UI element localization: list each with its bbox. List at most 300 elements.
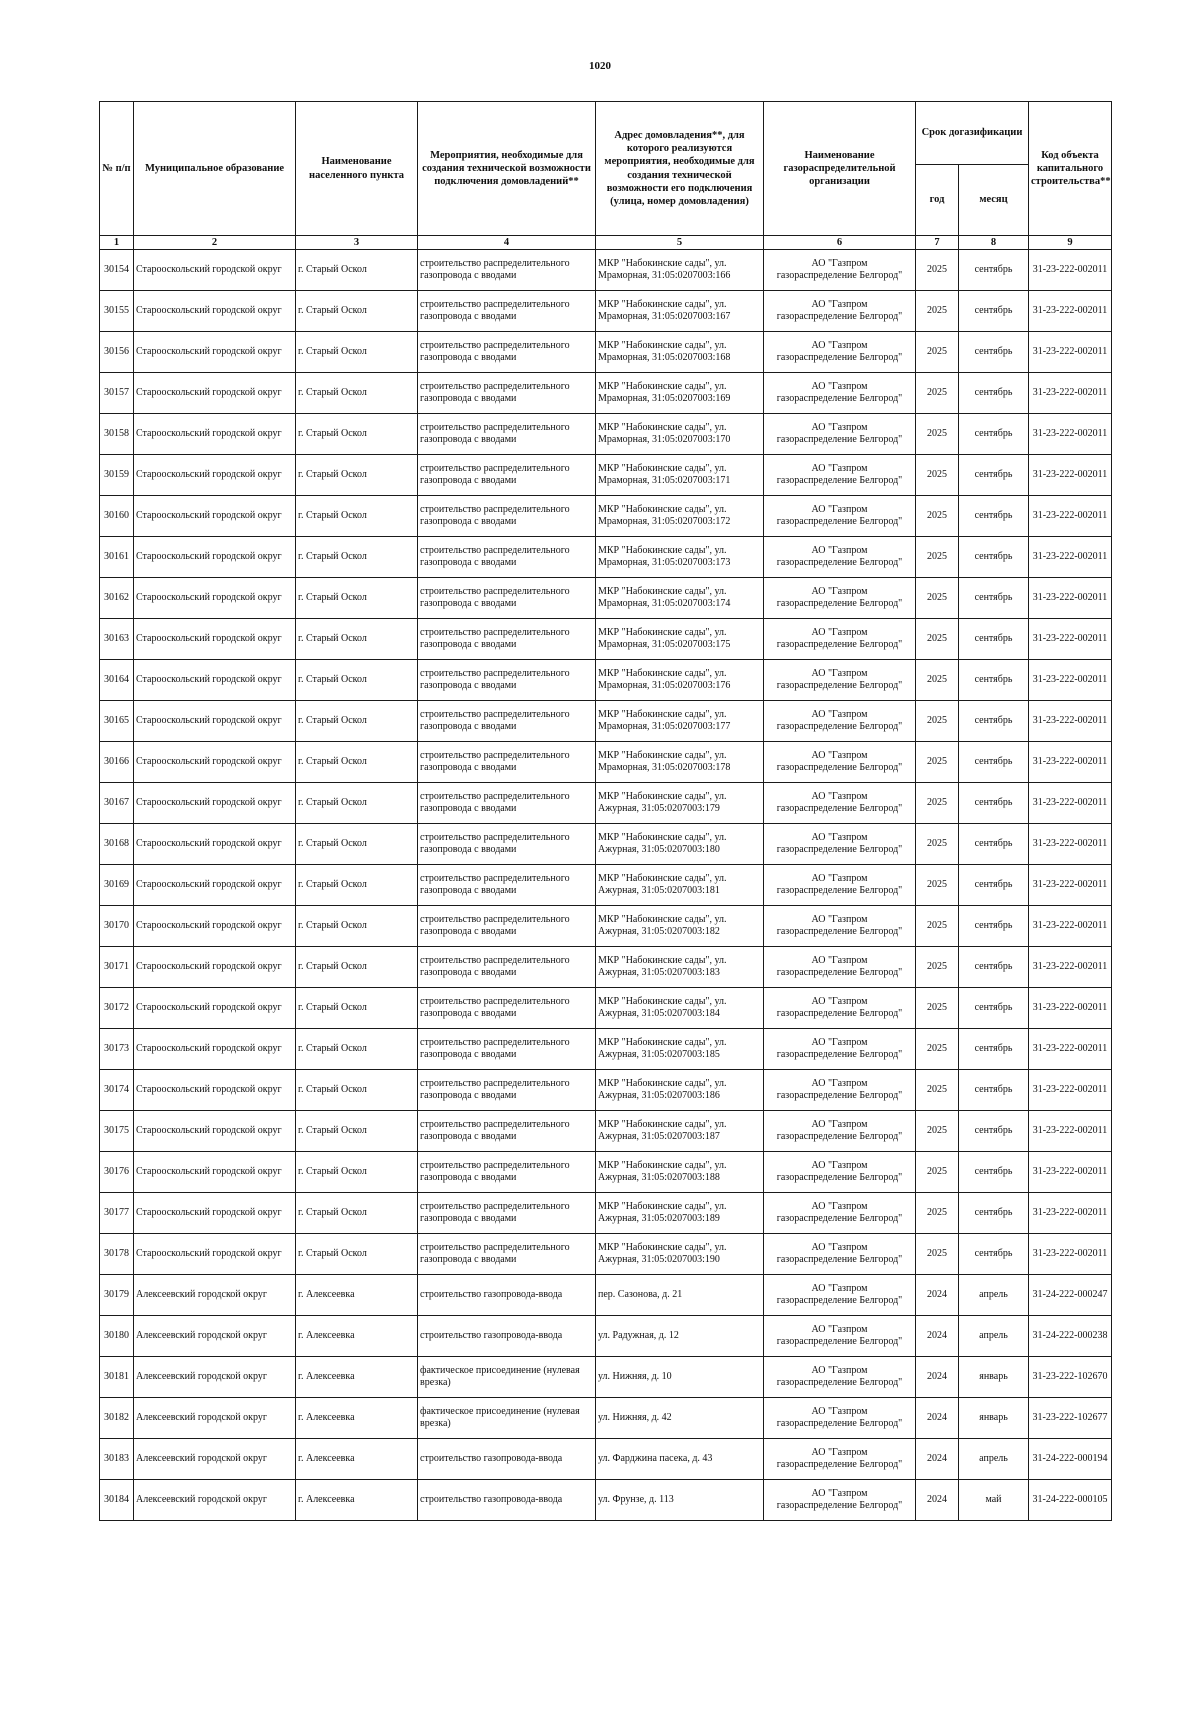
object-code-cell: 31-23-222-002011 [1029,865,1112,906]
organization-cell [764,578,916,619]
object-code-cell: 31-23-222-002011 [1029,455,1112,496]
address-cell: МКР "Набокинские сады", ул. Мраморная, 31:05:0207003:169 [596,373,764,414]
settlement-cell: г. Старый Оскол [296,783,418,824]
month-cell: сентябрь [959,783,1029,824]
month-cell: сентябрь [959,373,1029,414]
municipality-cell: Старооскольский городской округ [134,1193,296,1234]
organization-line: газораспределение Белгород" [776,352,903,364]
municipality-cell: Алексеевский городской округ [134,1480,296,1521]
municipality-cell: Старооскольский городской округ [134,1029,296,1070]
organization-line: АО "Газпром [811,627,868,639]
table-row [100,1357,1112,1398]
organization-line: АО "Газпром [811,1447,868,1459]
organization-line: АО "Газпром [811,791,868,803]
address-cell: МКР "Набокинские сады", ул. Мраморная, 31:05:0207003:170 [596,414,764,455]
row-number-cell: 30172 [100,988,134,1029]
table-row [100,1111,1112,1152]
table-row [100,1234,1112,1275]
year-cell: 2025 [916,660,959,701]
row-number-cell: 30179 [100,1275,134,1316]
municipality-cell: Старооскольский городской округ [134,1234,296,1275]
year-cell: 2025 [916,947,959,988]
object-code-cell: 31-23-222-002011 [1029,1029,1112,1070]
year-cell: 2025 [916,906,959,947]
year-cell: 2025 [916,1111,959,1152]
settlement-cell: г. Алексеевка [296,1398,418,1439]
row-number-cell: 30184 [100,1480,134,1521]
year-cell: 2025 [916,537,959,578]
organization-line: газораспределение Белгород" [776,844,903,856]
row-number-cell: 30176 [100,1152,134,1193]
action-cell: строительство газопровода-ввода [418,1439,596,1480]
month-cell: сентябрь [959,1193,1029,1234]
month-cell: сентябрь [959,537,1029,578]
organization-line: АО "Газпром [811,1365,868,1377]
header-num: № п/п [100,102,134,236]
address-cell: ул. Радужная, д. 12 [596,1316,764,1357]
organization-line: АО "Газпром [811,381,868,393]
municipality-cell: Старооскольский городской округ [134,865,296,906]
table-row [100,332,1112,373]
month-cell: сентябрь [959,742,1029,783]
row-number-cell: 30154 [100,250,134,291]
address-cell: МКР "Набокинские сады", ул. Мраморная, 31:05:0207003:175 [596,619,764,660]
address-cell: МКР "Набокинские сады", ул. Ажурная, 31:05:0207003:190 [596,1234,764,1275]
organization-cell [764,373,916,414]
settlement-cell: г. Старый Оскол [296,373,418,414]
municipality-cell: Алексеевский городской округ [134,1357,296,1398]
row-number-cell: 30170 [100,906,134,947]
action-cell: строительство распределительного газопровода с вводами [418,619,596,660]
object-code-cell: 31-23-222-002011 [1029,496,1112,537]
table-row [100,783,1112,824]
settlement-cell: г. Старый Оскол [296,947,418,988]
organization-line: газораспределение Белгород" [776,885,903,897]
year-cell: 2025 [916,988,959,1029]
row-number-cell: 30155 [100,291,134,332]
object-code-cell: 31-23-222-002011 [1029,701,1112,742]
organization-line: газораспределение Белгород" [776,1131,903,1143]
row-number-cell: 30162 [100,578,134,619]
row-number-cell: 30167 [100,783,134,824]
organization-line: газораспределение Белгород" [776,393,903,405]
table-row [100,291,1112,332]
month-cell: сентябрь [959,291,1029,332]
organization-cell [764,1193,916,1234]
municipality-cell: Старооскольский городской округ [134,414,296,455]
settlement-cell: г. Старый Оскол [296,1029,418,1070]
object-code-cell: 31-23-222-002011 [1029,1111,1112,1152]
organization-line: газораспределение Белгород" [776,1418,903,1430]
organization-cell [764,906,916,947]
organization-line: АО "Газпром [811,873,868,885]
table-row [100,1152,1112,1193]
object-code-cell: 31-23-222-002011 [1029,783,1112,824]
organization-cell [764,414,916,455]
municipality-cell: Старооскольский городской округ [134,619,296,660]
action-cell: строительство распределительного газопровода с вводами [418,332,596,373]
settlement-cell: г. Старый Оскол [296,496,418,537]
organization-line: газораспределение Белгород" [776,475,903,487]
action-cell: строительство распределительного газопровода с вводами [418,578,596,619]
month-cell: май [959,1480,1029,1521]
column-number: 8 [959,236,1029,250]
row-number-cell: 30160 [100,496,134,537]
municipality-cell: Старооскольский городской округ [134,291,296,332]
organization-line: газораспределение Белгород" [776,1049,903,1061]
table-row [100,537,1112,578]
organization-line: АО "Газпром [811,463,868,475]
organization-line: АО "Газпром [811,709,868,721]
column-number: 3 [296,236,418,250]
organization-line: газораспределение Белгород" [776,270,903,282]
column-number: 6 [764,236,916,250]
settlement-cell: г. Старый Оскол [296,660,418,701]
month-cell: апрель [959,1275,1029,1316]
table-row [100,1316,1112,1357]
action-cell: строительство распределительного газопровода с вводами [418,865,596,906]
settlement-cell: г. Старый Оскол [296,701,418,742]
object-code-cell: 31-23-222-002011 [1029,1234,1112,1275]
organization-line: АО "Газпром [811,504,868,516]
month-cell: сентябрь [959,1234,1029,1275]
address-cell: МКР "Набокинские сады", ул. Ажурная, 31:05:0207003:185 [596,1029,764,1070]
header-settlement: Наименование населенного пункта [296,102,418,236]
row-number-cell: 30164 [100,660,134,701]
month-cell: сентябрь [959,1152,1029,1193]
object-code-cell: 31-23-222-002011 [1029,824,1112,865]
object-code-cell: 31-24-222-000105 [1029,1480,1112,1521]
settlement-cell: г. Старый Оскол [296,1152,418,1193]
header-municipality: Муниципальное образование [134,102,296,236]
address-cell: МКР "Набокинские сады", ул. Мраморная, 31:05:0207003:167 [596,291,764,332]
organization-cell [764,619,916,660]
organization-cell [764,332,916,373]
row-number-cell: 30169 [100,865,134,906]
action-cell: строительство распределительного газопровода с вводами [418,1070,596,1111]
organization-line: газораспределение Белгород" [776,1336,903,1348]
action-cell: строительство распределительного газопровода с вводами [418,455,596,496]
address-cell: МКР "Набокинские сады", ул. Ажурная, 31:05:0207003:179 [596,783,764,824]
organization-cell [764,291,916,332]
month-cell: сентябрь [959,988,1029,1029]
organization-line: газораспределение Белгород" [776,967,903,979]
action-cell: строительство газопровода-ввода [418,1316,596,1357]
year-cell: 2025 [916,701,959,742]
municipality-cell: Старооскольский городской округ [134,537,296,578]
month-cell: сентябрь [959,865,1029,906]
object-code-cell: 31-23-222-002011 [1029,250,1112,291]
address-cell: МКР "Набокинские сады", ул. Мраморная, 31:05:0207003:176 [596,660,764,701]
organization-line: газораспределение Белгород" [776,721,903,733]
municipality-cell: Алексеевский городской округ [134,1398,296,1439]
table-row [100,824,1112,865]
settlement-cell: г. Старый Оскол [296,537,418,578]
object-code-cell: 31-23-222-002011 [1029,660,1112,701]
table-row [100,1070,1112,1111]
organization-line: газораспределение Белгород" [776,1008,903,1020]
address-cell: МКР "Набокинские сады", ул. Ажурная, 31:05:0207003:180 [596,824,764,865]
row-number-cell: 30171 [100,947,134,988]
row-number-cell: 30174 [100,1070,134,1111]
organization-line: газораспределение Белгород" [776,434,903,446]
organization-cell [764,537,916,578]
row-number-cell: 30156 [100,332,134,373]
row-number-cell: 30166 [100,742,134,783]
table-row [100,1480,1112,1521]
address-cell: МКР "Набокинские сады", ул. Ажурная, 31:05:0207003:183 [596,947,764,988]
header-org: Наименование газораспределительной организации [764,102,916,236]
settlement-cell: г. Алексеевка [296,1480,418,1521]
object-code-cell: 31-24-222-000238 [1029,1316,1112,1357]
settlement-cell: г. Старый Оскол [296,742,418,783]
address-cell: пер. Сазонова, д. 21 [596,1275,764,1316]
year-cell: 2025 [916,250,959,291]
object-code-cell: 31-23-222-102677 [1029,1398,1112,1439]
organization-line: газораспределение Белгород" [776,1377,903,1389]
row-number-cell: 30157 [100,373,134,414]
municipality-cell: Старооскольский городской округ [134,250,296,291]
settlement-cell: г. Старый Оскол [296,332,418,373]
header-code: Код объекта капитального строительства** [1029,102,1112,236]
row-number-cell: 30177 [100,1193,134,1234]
action-cell: строительство распределительного газопровода с вводами [418,291,596,332]
row-number-cell: 30163 [100,619,134,660]
action-cell: строительство распределительного газопровода с вводами [418,742,596,783]
row-number-cell: 30165 [100,701,134,742]
organization-cell [764,742,916,783]
address-cell: МКР "Набокинские сады", ул. Ажурная, 31:05:0207003:181 [596,865,764,906]
organization-line: газораспределение Белгород" [776,1500,903,1512]
object-code-cell: 31-23-222-002011 [1029,947,1112,988]
object-code-cell: 31-24-222-000247 [1029,1275,1112,1316]
organization-line: АО "Газпром [811,955,868,967]
address-cell: МКР "Набокинские сады", ул. Мраморная, 31:05:0207003:177 [596,701,764,742]
action-cell: строительство распределительного газопровода с вводами [418,988,596,1029]
municipality-cell: Старооскольский городской округ [134,742,296,783]
header-address: Адрес домовладения**, для которого реализуются мероприятия, необходимые для создания технической возможности его подключения (улица, номер домовладения) [596,102,764,236]
month-cell: сентябрь [959,947,1029,988]
organization-cell [764,865,916,906]
action-cell: строительство распределительного газопровода с вводами [418,1029,596,1070]
table-row [100,373,1112,414]
address-cell: МКР "Набокинские сады", ул. Мраморная, 31:05:0207003:166 [596,250,764,291]
municipality-cell: Старооскольский городской округ [134,578,296,619]
header-year: год [916,165,959,236]
address-cell: МКР "Набокинские сады", ул. Мраморная, 31:05:0207003:173 [596,537,764,578]
address-cell: МКР "Набокинские сады", ул. Мраморная, 31:05:0207003:178 [596,742,764,783]
action-cell: строительство распределительного газопровода с вводами [418,783,596,824]
month-cell: апрель [959,1439,1029,1480]
settlement-cell: г. Старый Оскол [296,824,418,865]
year-cell: 2024 [916,1480,959,1521]
organization-line: газораспределение Белгород" [776,1090,903,1102]
table-row [100,742,1112,783]
address-cell: МКР "Набокинские сады", ул. Мраморная, 31:05:0207003:172 [596,496,764,537]
table-row [100,988,1112,1029]
organization-line: газораспределение Белгород" [776,557,903,569]
municipality-cell: Старооскольский городской округ [134,988,296,1029]
organization-line: АО "Газпром [811,1201,868,1213]
settlement-cell: г. Алексеевка [296,1439,418,1480]
municipality-cell: Старооскольский городской округ [134,496,296,537]
row-number-cell: 30180 [100,1316,134,1357]
year-cell: 2024 [916,1316,959,1357]
action-cell: фактическое присоединение (нулевая врезка) [418,1398,596,1439]
action-cell: строительство распределительного газопровода с вводами [418,537,596,578]
year-cell: 2025 [916,332,959,373]
organization-line: АО "Газпром [811,1406,868,1418]
address-cell: МКР "Набокинские сады", ул. Ажурная, 31:05:0207003:189 [596,1193,764,1234]
municipality-cell: Старооскольский городской округ [134,824,296,865]
organization-line: АО "Газпром [811,299,868,311]
organization-cell [764,824,916,865]
column-number: 7 [916,236,959,250]
organization-line: АО "Газпром [811,1078,868,1090]
municipality-cell: Алексеевский городской округ [134,1316,296,1357]
month-cell: сентябрь [959,1070,1029,1111]
action-cell: строительство распределительного газопровода с вводами [418,250,596,291]
address-cell: МКР "Набокинские сады", ул. Ажурная, 31:05:0207003:188 [596,1152,764,1193]
month-cell: сентябрь [959,824,1029,865]
settlement-cell: г. Старый Оскол [296,250,418,291]
table-row [100,619,1112,660]
organization-line: газораспределение Белгород" [776,1459,903,1471]
municipality-cell: Алексеевский городской округ [134,1439,296,1480]
table-row [100,1275,1112,1316]
object-code-cell: 31-23-222-002011 [1029,742,1112,783]
column-number: 4 [418,236,596,250]
year-cell: 2025 [916,1029,959,1070]
municipality-cell: Старооскольский городской округ [134,1111,296,1152]
month-cell: сентябрь [959,578,1029,619]
municipality-cell: Старооскольский городской округ [134,332,296,373]
month-cell: январь [959,1357,1029,1398]
settlement-cell: г. Старый Оскол [296,865,418,906]
month-cell: сентябрь [959,250,1029,291]
year-cell: 2025 [916,1193,959,1234]
municipality-cell: Старооскольский городской округ [134,1070,296,1111]
organization-cell [764,1152,916,1193]
organization-cell [764,660,916,701]
organization-line: газораспределение Белгород" [776,1172,903,1184]
row-number-cell: 30168 [100,824,134,865]
organization-cell [764,496,916,537]
settlement-cell: г. Старый Оскол [296,619,418,660]
address-cell: ул. Нижняя, д. 42 [596,1398,764,1439]
settlement-cell: г. Старый Оскол [296,1193,418,1234]
column-number: 9 [1029,236,1112,250]
settlement-cell: г. Старый Оскол [296,578,418,619]
organization-line: АО "Газпром [811,832,868,844]
address-cell: МКР "Набокинские сады", ул. Мраморная, 31:05:0207003:171 [596,455,764,496]
month-cell: сентябрь [959,619,1029,660]
column-number: 2 [134,236,296,250]
year-cell: 2025 [916,291,959,332]
action-cell: строительство распределительного газопровода с вводами [418,373,596,414]
table-row [100,1439,1112,1480]
municipality-cell: Старооскольский городской округ [134,455,296,496]
page-number: 1020 [589,60,611,72]
municipality-cell: Старооскольский городской округ [134,906,296,947]
header-deadline: Срок догазификации [916,102,1029,165]
year-cell: 2024 [916,1275,959,1316]
organization-line: АО "Газпром [811,586,868,598]
address-cell: МКР "Набокинские сады", ул. Ажурная, 31:05:0207003:187 [596,1111,764,1152]
table-row [100,865,1112,906]
table-row [100,1029,1112,1070]
settlement-cell: г. Старый Оскол [296,291,418,332]
settlement-cell: г. Старый Оскол [296,906,418,947]
action-cell: строительство распределительного газопровода с вводами [418,701,596,742]
row-number-cell: 30183 [100,1439,134,1480]
action-cell: фактическое присоединение (нулевая врезка) [418,1357,596,1398]
organization-line: газораспределение Белгород" [776,639,903,651]
action-cell: строительство распределительного газопровода с вводами [418,496,596,537]
action-cell: строительство газопровода-ввода [418,1275,596,1316]
object-code-cell: 31-23-222-002011 [1029,414,1112,455]
table-row [100,455,1112,496]
address-cell: ул. Нижняя, д. 10 [596,1357,764,1398]
table-row [100,906,1112,947]
object-code-cell: 31-23-222-002011 [1029,373,1112,414]
object-code-cell: 31-23-222-002011 [1029,1152,1112,1193]
month-cell: апрель [959,1316,1029,1357]
year-cell: 2024 [916,1439,959,1480]
table-row [100,701,1112,742]
organization-line: АО "Газпром [811,1119,868,1131]
organization-line: АО "Газпром [811,668,868,680]
table-row [100,660,1112,701]
organization-line: газораспределение Белгород" [776,1213,903,1225]
organization-cell [764,1070,916,1111]
organization-line: АО "Газпром [811,914,868,926]
organization-line: АО "Газпром [811,1324,868,1336]
object-code-cell: 31-23-222-002011 [1029,988,1112,1029]
action-cell: строительство распределительного газопровода с вводами [418,1111,596,1152]
organization-line: АО "Газпром [811,258,868,270]
header-month: месяц [959,165,1029,236]
municipality-cell: Старооскольский городской округ [134,660,296,701]
month-cell: сентябрь [959,455,1029,496]
municipality-cell: Старооскольский городской округ [134,373,296,414]
organization-line: АО "Газпром [811,1283,868,1295]
organization-cell [764,1316,916,1357]
header-actions: Мероприятия, необходимые для создания технической возможности подключения домовладений** [418,102,596,236]
table-row [100,1193,1112,1234]
organization-cell [764,1234,916,1275]
row-number-cell: 30182 [100,1398,134,1439]
object-code-cell: 31-23-222-002011 [1029,578,1112,619]
organization-line: АО "Газпром [811,422,868,434]
row-number-cell: 30178 [100,1234,134,1275]
organization-cell [764,1275,916,1316]
object-code-cell: 31-23-222-002011 [1029,1193,1112,1234]
action-cell: строительство распределительного газопровода с вводами [418,660,596,701]
organization-line: газораспределение Белгород" [776,516,903,528]
settlement-cell: г. Старый Оскол [296,414,418,455]
action-cell: строительство распределительного газопровода с вводами [418,906,596,947]
organization-cell [764,1480,916,1521]
object-code-cell: 31-23-222-002011 [1029,291,1112,332]
gasification-table [99,101,1112,1521]
month-cell: январь [959,1398,1029,1439]
row-number-cell: 30173 [100,1029,134,1070]
municipality-cell: Алексеевский городской округ [134,1275,296,1316]
year-cell: 2025 [916,414,959,455]
column-number: 1 [100,236,134,250]
organization-cell [764,455,916,496]
